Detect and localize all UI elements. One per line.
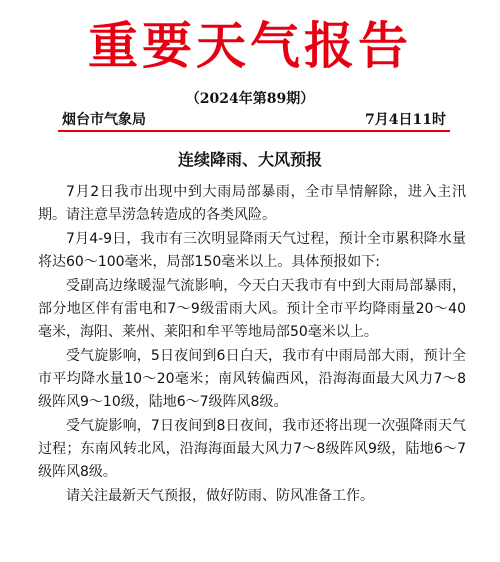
report-title: 重要天气报告	[88, 16, 412, 75]
issuer-label: 烟台市气象局	[62, 112, 146, 128]
document-heading: 连续降雨、大风预报	[177, 150, 322, 169]
issue-number: （2024年第89期）	[185, 91, 315, 107]
header-divider	[58, 130, 450, 132]
paragraph: 受气旋影响，7日夜间到8日夜间，我市还将出现一次强降雨天气过程；东南风转北风，沿海海面最大风力7～8级阵风9级，陆地6～7级阵风8级。	[38, 418, 466, 480]
paragraph: 受气旋影响，5日夜间到6日白天，我市有中雨局部大雨，预计全市平均降水量10～20毫米；南风转偏西风，沿海海面最大风力7～8级阵风9～10级，陆地6～7级阵风8级。	[38, 348, 466, 410]
paragraph: 受副高边缘暖湿气流影响，今天白天我市有中到大雨局部暴雨，部分地区伴有雷电和7～9级雷雨大风。预计全市平均降雨量20～40毫米，海阳、莱州、莱阳和牟平等地局部50毫米以上。	[38, 278, 466, 340]
paragraph: 7月2日我市出现中到大雨局部暴雨，全市旱情解除，进入主汛期。请注意旱涝急转造成的各类风险。	[38, 184, 466, 223]
issue-datetime: 7月4日11时	[365, 112, 446, 128]
paragraph: 7月4-9日，我市有三次明显降雨天气过程，预计全市累积降水量将达60～100毫米，局部150毫米以上。具体预报如下:	[38, 231, 466, 270]
document-body	[38, 181, 466, 509]
meta-row	[62, 110, 446, 130]
paragraph: 请关注最新天气预报，做好防雨、防风准备工作。	[66, 488, 374, 504]
